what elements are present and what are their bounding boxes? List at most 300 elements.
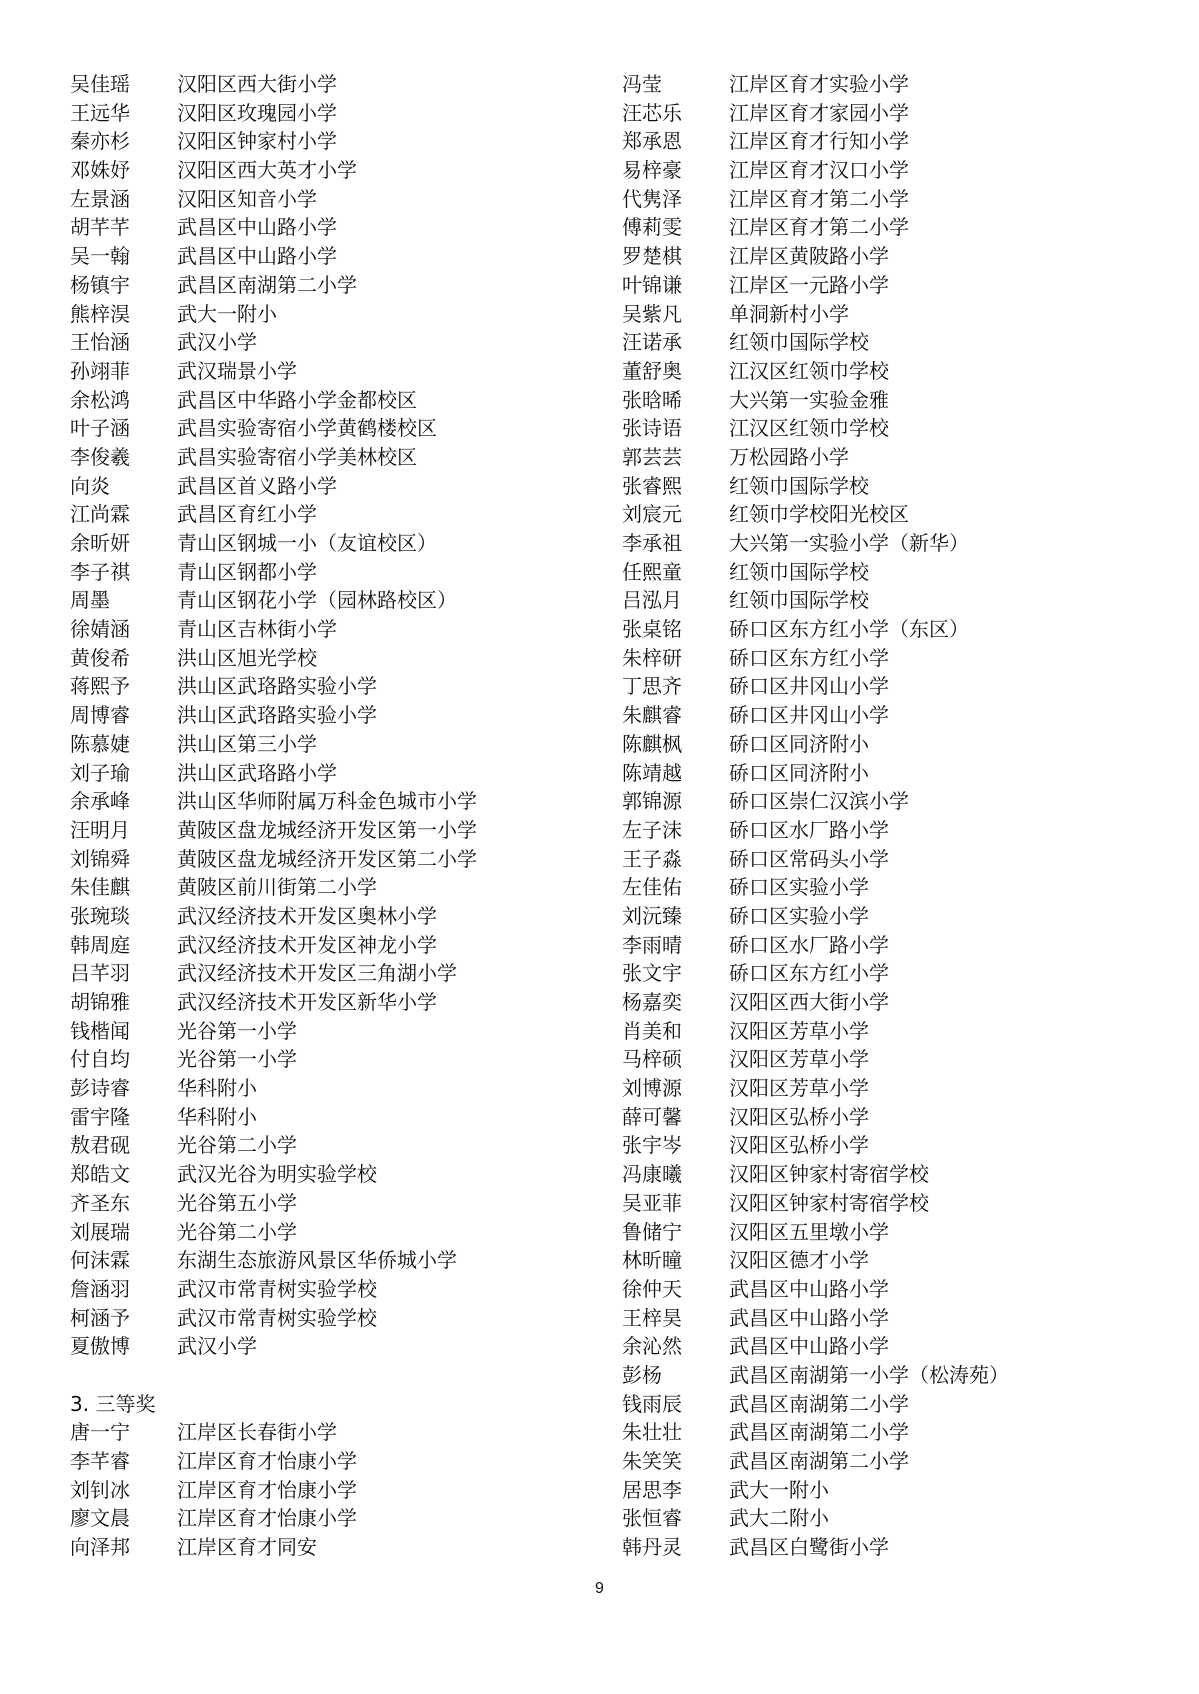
award-entry [622, 1418, 1142, 1447]
school-name: 洪山区武珞路小学 [177, 760, 337, 785]
student-name: 朱壮壮 [622, 1420, 682, 1445]
award-entry [622, 1017, 1142, 1046]
school-name: 武汉市常青树实验学校 [177, 1276, 377, 1301]
student-name: 柯涵予 [70, 1305, 130, 1330]
award-entry [622, 1218, 1142, 1247]
school-name: 汉阳区弘桥小学 [729, 1104, 869, 1129]
award-entry [70, 988, 590, 1017]
school-name: 武汉光谷为明实验学校 [177, 1162, 377, 1187]
student-name: 肖美和 [622, 1018, 682, 1043]
student-name: 韩周庭 [70, 932, 130, 957]
school-name: 单洞新村小学 [729, 301, 849, 326]
award-entry [622, 213, 1142, 242]
school-name: 武昌区中山路小学 [177, 215, 337, 240]
student-name: 左子沫 [622, 817, 682, 842]
school-name: 汉阳区芳草小学 [729, 1076, 869, 1101]
student-name: 李芊睿 [70, 1449, 130, 1473]
award-entry [70, 931, 590, 960]
school-name: 武汉瑞景小学 [177, 358, 297, 383]
school-name: 光谷第二小学 [177, 1219, 297, 1244]
award-entry [70, 1332, 590, 1361]
award-entry [70, 213, 590, 242]
right-entries [622, 70, 1142, 1562]
award-entry [622, 586, 1142, 615]
student-name: 丁思齐 [622, 674, 682, 699]
student-name: 董舒奥 [622, 358, 682, 383]
award-entry [70, 787, 590, 816]
school-name: 江岸区一元路小学 [729, 272, 889, 297]
award-entry [622, 1533, 1142, 1562]
school-name: 江岸区育才第二小学 [729, 186, 909, 211]
school-name: 硚口区东方红小学 [729, 645, 889, 670]
student-name: 敖君砚 [70, 1133, 130, 1158]
student-name: 齐圣东 [70, 1190, 130, 1215]
student-name: 马梓硕 [622, 1047, 682, 1072]
award-entry [70, 185, 590, 214]
student-name: 吴佳瑶 [70, 72, 130, 96]
student-name: 王怡涵 [70, 330, 130, 355]
award-entry [70, 1131, 590, 1160]
award-entry [70, 414, 590, 443]
award-entry [622, 730, 1142, 759]
student-name: 任熙童 [622, 559, 682, 584]
school-name: 武昌区中山路小学 [729, 1276, 889, 1301]
school-name: 武昌区南湖第二小学 [729, 1391, 909, 1416]
school-name: 硚口区同济附小 [729, 731, 869, 756]
school-name: 红领巾国际学校 [729, 588, 869, 613]
school-name: 武昌区白鹭街小学 [729, 1535, 889, 1560]
student-name: 张琬琰 [70, 903, 130, 928]
student-name: 熊梓淏 [70, 301, 130, 326]
student-name: 王子淼 [622, 846, 682, 871]
student-name: 刘钊冰 [70, 1477, 130, 1502]
award-entry [622, 644, 1142, 673]
student-name: 张诗语 [622, 416, 682, 441]
student-name: 刘子瑜 [70, 760, 130, 785]
student-name: 李雨晴 [622, 932, 682, 957]
award-entry [622, 127, 1142, 156]
school-name: 光谷第一小学 [177, 1047, 297, 1072]
student-name: 吴紫凡 [622, 301, 682, 326]
award-entry [622, 357, 1142, 386]
school-name: 红领巾学校阳光校区 [729, 502, 909, 527]
school-name: 江岸区育才怡康小学 [177, 1506, 357, 1531]
student-name: 王梓昊 [622, 1305, 682, 1330]
school-name: 汉阳区知音小学 [177, 186, 317, 211]
student-name: 冯康曦 [622, 1162, 682, 1187]
school-name: 汉阳区德才小学 [729, 1248, 869, 1273]
school-name: 硚口区东方红小学（东区） [729, 617, 969, 642]
school-name: 大兴第一实验小学（新华） [729, 531, 969, 555]
award-entry [622, 931, 1142, 960]
award-entry [70, 357, 590, 386]
student-name: 余沁然 [622, 1334, 682, 1359]
student-name: 冯莹 [622, 72, 662, 96]
page-number: 9 [595, 1580, 604, 1597]
school-name: 武昌区南湖第二小学 [729, 1449, 909, 1473]
student-name: 向泽邦 [70, 1535, 130, 1560]
award-entry [622, 701, 1142, 730]
award-entry [70, 443, 590, 472]
student-name: 鲁储宁 [622, 1219, 682, 1244]
award-entry [70, 1074, 590, 1103]
school-name: 汉阳区弘桥小学 [729, 1133, 869, 1158]
school-name: 硚口区实验小学 [729, 903, 869, 928]
left-column [70, 70, 590, 1562]
student-name: 徐婧涵 [70, 617, 130, 642]
award-entry [622, 300, 1142, 329]
award-entry [70, 328, 590, 357]
school-name: 武昌区中山路小学 [729, 1334, 889, 1359]
school-name: 大兴第一实验金雅 [729, 387, 889, 412]
school-name: 武昌区南湖第一小学（松涛苑） [729, 1362, 1009, 1387]
right-column [622, 70, 1142, 1562]
award-entry [622, 500, 1142, 529]
left-entries-before [70, 70, 590, 1361]
student-name: 张文宇 [622, 961, 682, 986]
award-entry [622, 1160, 1142, 1189]
school-name: 汉阳区钟家村寄宿学校 [729, 1162, 929, 1187]
student-name: 刘沅臻 [622, 903, 682, 928]
student-name: 徐仲天 [622, 1276, 682, 1301]
student-name: 郑皓文 [70, 1162, 130, 1187]
student-name: 郑承恩 [622, 129, 682, 154]
award-entry [622, 1447, 1142, 1476]
award-entry [622, 902, 1142, 931]
section-heading-third-prize: 3. 三等奖 [70, 1391, 156, 1416]
award-entry [622, 472, 1142, 501]
award-entry [70, 1103, 590, 1132]
student-name: 周博睿 [70, 703, 130, 728]
student-name: 邓姝妤 [70, 158, 130, 183]
student-name: 朱笑笑 [622, 1449, 682, 1473]
award-entry [70, 644, 590, 673]
school-name: 万松园路小学 [729, 444, 849, 469]
award-entry [70, 759, 590, 788]
award-entry [622, 1361, 1142, 1390]
school-name: 汉阳区西大街小学 [177, 72, 337, 96]
award-entry [622, 99, 1142, 128]
award-entry [70, 1504, 590, 1533]
school-name: 汉阳区钟家村寄宿学校 [729, 1190, 929, 1215]
award-entry [70, 730, 590, 759]
award-entry [70, 845, 590, 874]
award-entry [70, 672, 590, 701]
school-name: 武昌区南湖第二小学 [729, 1420, 909, 1445]
award-entry [70, 1045, 590, 1074]
school-name: 硚口区同济附小 [729, 760, 869, 785]
award-entry [622, 328, 1142, 357]
school-name: 光谷第一小学 [177, 1018, 297, 1043]
school-name: 洪山区第三小学 [177, 731, 317, 756]
award-entry [622, 558, 1142, 587]
school-name: 江汉区红领巾学校 [729, 416, 889, 441]
school-name: 武汉经济技术开发区三角湖小学 [177, 961, 457, 986]
award-entry [70, 1189, 590, 1218]
school-name: 武昌区南湖第二小学 [177, 272, 357, 297]
school-name: 汉阳区钟家村小学 [177, 129, 337, 154]
student-name: 余承峰 [70, 789, 130, 814]
student-name: 余昕妍 [70, 531, 130, 555]
award-entry [70, 271, 590, 300]
student-name: 刘宸元 [622, 502, 682, 527]
school-name: 武汉经济技术开发区奥林小学 [177, 903, 437, 928]
school-name: 武汉经济技术开发区新华小学 [177, 990, 437, 1014]
school-name: 硚口区水厂路小学 [729, 932, 889, 957]
award-entry [70, 586, 590, 615]
award-entry [622, 1390, 1142, 1419]
school-name: 华科附小 [177, 1104, 257, 1129]
school-name: 汉阳区西大英才小学 [177, 158, 357, 183]
student-name: 王远华 [70, 100, 130, 125]
school-name: 黄陂区前川街第二小学 [177, 875, 377, 900]
award-entry [70, 1275, 590, 1304]
left-entries-after [70, 1418, 590, 1561]
school-name: 江岸区育才同安 [177, 1535, 317, 1560]
school-name: 硚口区井冈山小学 [729, 674, 889, 699]
award-entry [70, 959, 590, 988]
award-entry [622, 386, 1142, 415]
student-name: 彭杨 [622, 1362, 662, 1387]
student-name: 钱雨辰 [622, 1391, 682, 1416]
school-name: 江岸区育才家园小学 [729, 100, 909, 125]
student-name: 陈慕婕 [70, 731, 130, 756]
school-name: 硚口区崇仁汉滨小学 [729, 789, 909, 814]
award-entry [622, 1045, 1142, 1074]
award-entry [70, 1418, 590, 1447]
school-name: 黄陂区盘龙城经济开发区第一小学 [177, 817, 477, 842]
school-name: 青山区钢都小学 [177, 559, 317, 584]
student-name: 傅莉雯 [622, 215, 682, 240]
school-name: 汉阳区五里墩小学 [729, 1219, 889, 1244]
school-name: 红领巾国际学校 [729, 330, 869, 355]
award-entry [70, 529, 590, 558]
award-entry [622, 845, 1142, 874]
school-name: 红领巾国际学校 [729, 559, 869, 584]
school-name: 青山区钢城一小（友谊校区） [177, 531, 437, 555]
award-entry [70, 816, 590, 845]
student-name: 蒋熙予 [70, 674, 130, 699]
award-entry [622, 271, 1142, 300]
school-name: 武昌实验寄宿小学黄鹤楼校区 [177, 416, 437, 441]
school-name: 武大一附小 [177, 301, 277, 326]
school-name: 洪山区武珞路实验小学 [177, 703, 377, 728]
school-name: 江岸区长春街小学 [177, 1420, 337, 1445]
award-entry [622, 70, 1142, 99]
school-name: 汉阳区芳草小学 [729, 1018, 869, 1043]
school-name: 洪山区武珞路实验小学 [177, 674, 377, 699]
student-name: 吴亚菲 [622, 1190, 682, 1215]
student-name: 叶子涵 [70, 416, 130, 441]
school-name: 光谷第二小学 [177, 1133, 297, 1158]
award-entry [70, 701, 590, 730]
student-name: 陈靖越 [622, 760, 682, 785]
school-name: 江岸区黄陂路小学 [729, 244, 889, 269]
student-name: 张桌铭 [622, 617, 682, 642]
award-entry [70, 615, 590, 644]
award-entry [70, 386, 590, 415]
school-name: 红领巾国际学校 [729, 473, 869, 498]
student-name: 汪诺承 [622, 330, 682, 355]
school-name: 江岸区育才第二小学 [729, 215, 909, 240]
student-name: 吕芊羽 [70, 961, 130, 986]
award-entry [70, 902, 590, 931]
school-name: 江岸区育才怡康小学 [177, 1449, 357, 1473]
school-name: 武昌区中华路小学金都校区 [177, 387, 417, 412]
award-entry [70, 472, 590, 501]
student-name: 李承祖 [622, 531, 682, 555]
student-name: 江尚霖 [70, 502, 130, 527]
student-name: 代隽泽 [622, 186, 682, 211]
award-entry [622, 156, 1142, 185]
award-entry [70, 1218, 590, 1247]
student-name: 刘博源 [622, 1076, 682, 1101]
award-entry [622, 185, 1142, 214]
student-name: 韩丹灵 [622, 1535, 682, 1560]
student-name: 孙翊菲 [70, 358, 130, 383]
award-entry [70, 1476, 590, 1505]
student-name: 朱佳麒 [70, 875, 130, 900]
school-name: 硚口区常码头小学 [729, 846, 889, 871]
student-name: 居思李 [622, 1477, 682, 1502]
award-entry [70, 242, 590, 271]
school-name: 洪山区华师附属万科金色城市小学 [177, 789, 477, 814]
award-entry [622, 816, 1142, 845]
award-entry [622, 443, 1142, 472]
student-name: 汪芯乐 [622, 100, 682, 125]
school-name: 硚口区实验小学 [729, 875, 869, 900]
award-entry [70, 1160, 590, 1189]
award-entry [70, 1304, 590, 1333]
award-entry [622, 1304, 1142, 1333]
school-name: 武昌区中山路小学 [177, 244, 337, 269]
student-name: 钱楷闻 [70, 1018, 130, 1043]
award-entry [622, 759, 1142, 788]
award-entry [70, 1533, 590, 1562]
school-name: 光谷第五小学 [177, 1190, 297, 1215]
school-name: 武昌区育红小学 [177, 502, 317, 527]
award-entry [622, 1074, 1142, 1103]
school-name: 硚口区东方红小学 [729, 961, 889, 986]
student-name: 汪明月 [70, 817, 130, 842]
school-name: 洪山区旭光学校 [177, 645, 317, 670]
award-entry [622, 414, 1142, 443]
student-name: 张恒睿 [622, 1506, 682, 1531]
student-name: 李俊羲 [70, 444, 130, 469]
student-name: 左佳佑 [622, 875, 682, 900]
school-name: 硚口区水厂路小学 [729, 817, 889, 842]
award-entry [622, 672, 1142, 701]
award-entry [70, 300, 590, 329]
award-entry [622, 873, 1142, 902]
school-name: 武汉小学 [177, 330, 257, 355]
student-name: 张晗晞 [622, 387, 682, 412]
student-name: 彭诗睿 [70, 1076, 130, 1101]
student-name: 唐一宁 [70, 1420, 130, 1445]
award-entry [70, 70, 590, 99]
student-name: 胡锦雅 [70, 990, 130, 1014]
award-entry [622, 615, 1142, 644]
school-name: 江汉区红领巾学校 [729, 358, 889, 383]
school-name: 武汉小学 [177, 1334, 257, 1359]
school-name: 汉阳区芳草小学 [729, 1047, 869, 1072]
award-entry [622, 1131, 1142, 1160]
award-entry [70, 873, 590, 902]
student-name: 胡芊芊 [70, 215, 130, 240]
school-name: 汉阳区西大街小学 [729, 990, 889, 1014]
student-name: 杨嘉奕 [622, 990, 682, 1014]
school-name: 黄陂区盘龙城经济开发区第二小学 [177, 846, 477, 871]
award-entry [622, 787, 1142, 816]
student-name: 刘锦舜 [70, 846, 130, 871]
school-name: 江岸区育才实验小学 [729, 72, 909, 96]
section-gap [70, 1361, 590, 1390]
award-entry [70, 156, 590, 185]
school-name: 华科附小 [177, 1076, 257, 1101]
student-name: 林昕瞳 [622, 1248, 682, 1273]
school-name: 东湖生态旅游风景区华侨城小学 [177, 1248, 457, 1273]
school-name: 青山区吉林街小学 [177, 617, 337, 642]
student-name: 雷宇隆 [70, 1104, 130, 1129]
school-name: 江岸区育才行知小学 [729, 129, 909, 154]
student-name: 易梓豪 [622, 158, 682, 183]
award-entry [622, 1332, 1142, 1361]
school-name: 武大一附小 [729, 1477, 829, 1502]
award-entry [622, 1189, 1142, 1218]
student-name: 李子祺 [70, 559, 130, 584]
student-name: 吕泓月 [622, 588, 682, 613]
award-entry [70, 558, 590, 587]
student-name: 左景涵 [70, 186, 130, 211]
award-entry [622, 1476, 1142, 1505]
student-name: 叶锦谦 [622, 272, 682, 297]
student-name: 朱梓研 [622, 645, 682, 670]
award-entry [622, 529, 1142, 558]
student-name: 余松鸿 [70, 387, 130, 412]
student-name: 向炎 [70, 473, 110, 498]
award-entry [70, 1447, 590, 1476]
student-name: 何沫霖 [70, 1248, 130, 1273]
school-name: 武大二附小 [729, 1506, 829, 1531]
student-name: 廖文晨 [70, 1506, 130, 1531]
student-name: 张宇岑 [622, 1133, 682, 1158]
student-name: 朱麒睿 [622, 703, 682, 728]
award-entry [622, 1504, 1142, 1533]
award-entry [622, 1275, 1142, 1304]
award-entry [622, 1103, 1142, 1132]
award-entry [622, 988, 1142, 1017]
award-entry [622, 1246, 1142, 1275]
award-entry [70, 127, 590, 156]
student-name: 周墨 [70, 588, 110, 613]
award-entry [70, 99, 590, 128]
school-name: 武汉市常青树实验学校 [177, 1305, 377, 1330]
student-name: 杨镇宇 [70, 272, 130, 297]
student-name: 刘展瑞 [70, 1219, 130, 1244]
student-name: 秦亦杉 [70, 129, 130, 154]
student-name: 张睿熙 [622, 473, 682, 498]
school-name: 江岸区育才怡康小学 [177, 1477, 357, 1502]
student-name: 薛可馨 [622, 1104, 682, 1129]
school-name: 武昌区中山路小学 [729, 1305, 889, 1330]
student-name: 詹涵羽 [70, 1276, 130, 1301]
school-name: 武汉经济技术开发区神龙小学 [177, 932, 437, 957]
school-name: 青山区钢花小学（园林路校区） [177, 588, 457, 613]
student-name: 罗楚棋 [622, 244, 682, 269]
student-name: 夏傲博 [70, 1334, 130, 1359]
student-name: 吴一翰 [70, 244, 130, 269]
school-name: 硚口区井冈山小学 [729, 703, 889, 728]
